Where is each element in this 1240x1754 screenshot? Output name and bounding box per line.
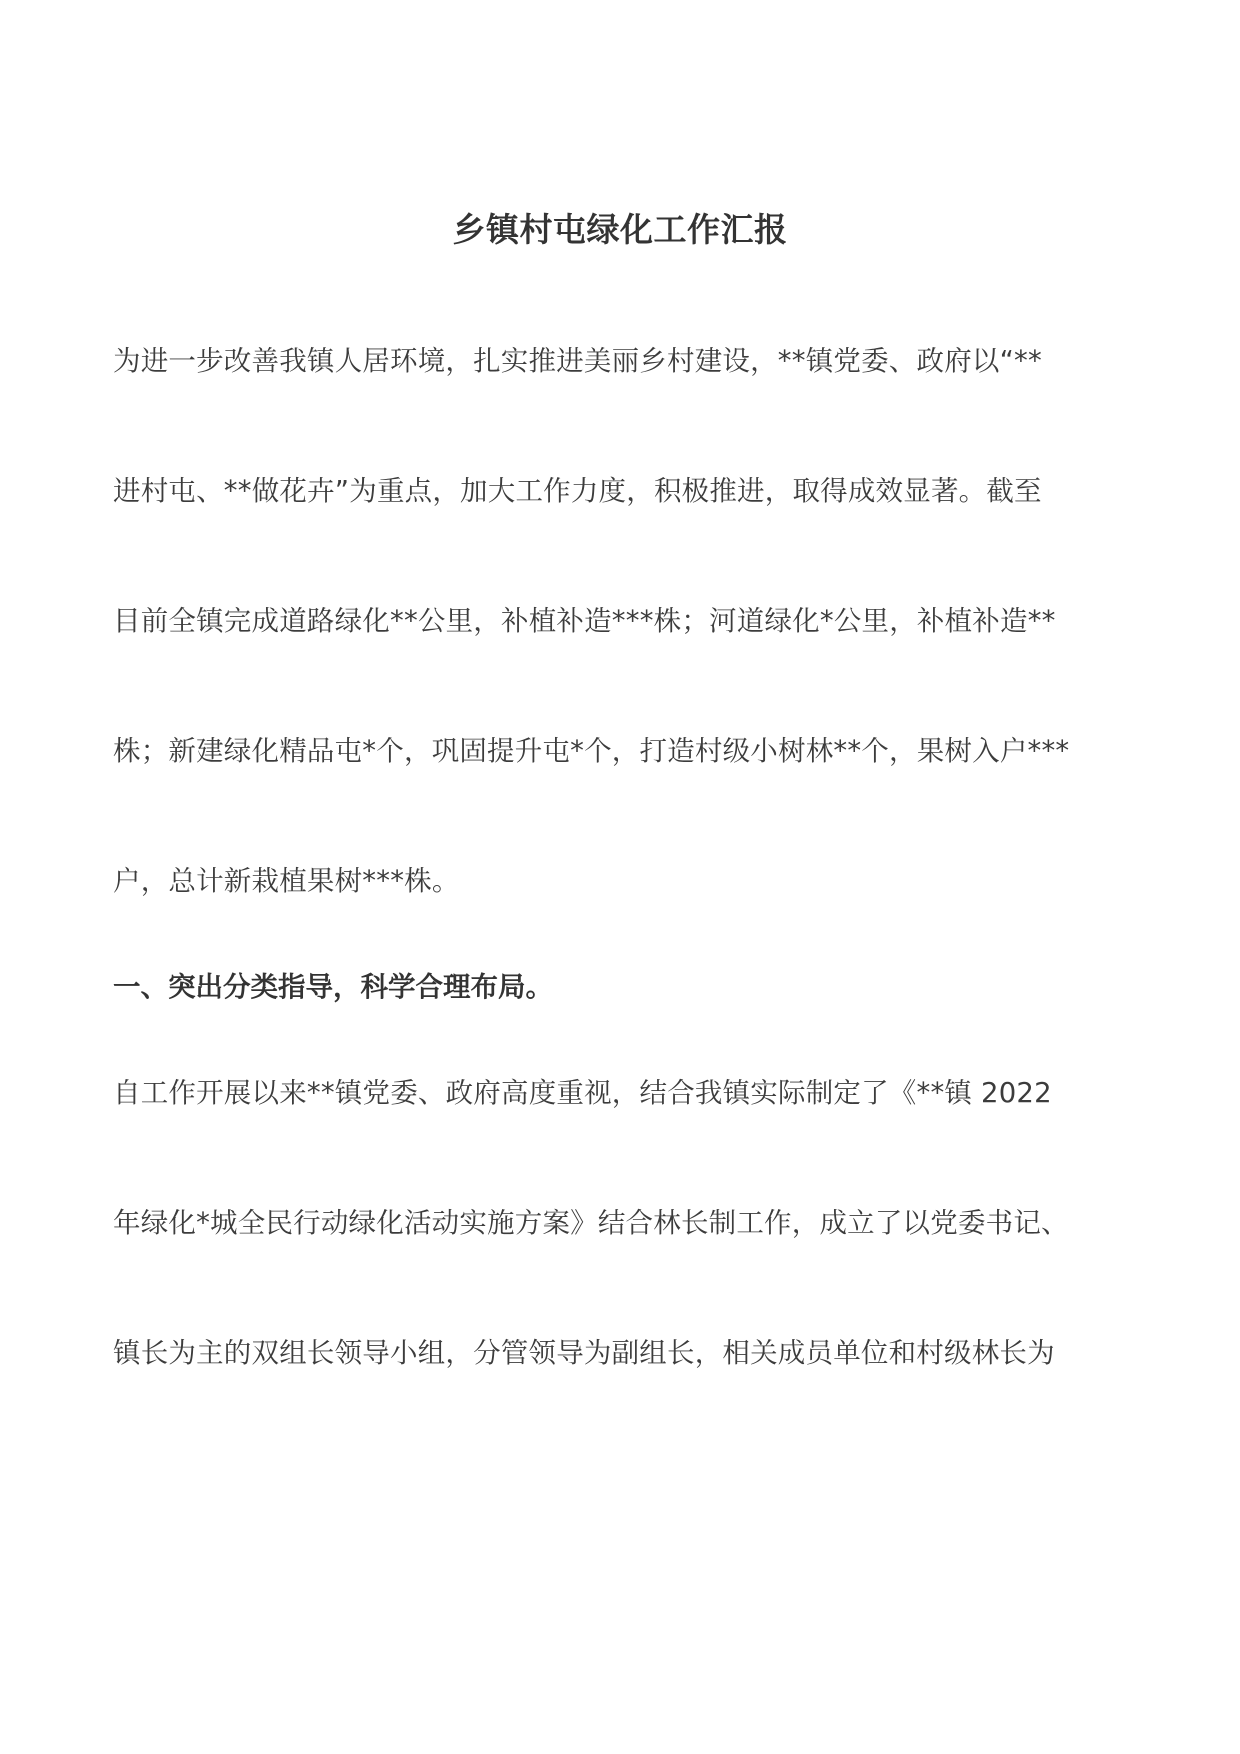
document-title: 乡镇村屯绿化工作汇报 bbox=[452, 210, 788, 249]
paragraph-2-line-1: 自工作开展以来**镇党委、政府高度重视，结合我镇实际制定了《**镇 2022 bbox=[113, 1077, 1052, 1109]
paragraph-1-line-5: 户，总计新栽植果树***株。 bbox=[113, 865, 460, 897]
paragraph-1-line-2: 进村屯、**做花卉”为重点，加大工作力度，积极推进，取得成效显著。截至 bbox=[113, 475, 1042, 507]
paragraph-2-line-2: 年绿化*城全民行动绿化活动实施方案》结合林长制工作，成立了以党委书记、 bbox=[113, 1207, 1069, 1239]
paragraph-1-line-1: 为进一步改善我镇人居环境，扎实推进美丽乡村建设，**镇党委、政府以“** bbox=[113, 345, 1042, 377]
paragraph-1-line-4: 株；新建绿化精品屯*个，巩固提升屯*个，打造村级小树林**个，果树入户*** bbox=[113, 735, 1070, 767]
section-1-heading: 一、突出分类指导，科学合理布局。 bbox=[113, 971, 553, 1003]
paragraph-2-line-3: 镇长为主的双组长领导小组，分管领导为副组长，相关成员单位和村级林长为 bbox=[113, 1337, 1055, 1369]
paragraph-1-line-3: 目前全镇完成道路绿化**公里，补植补造***株；河道绿化*公里，补植补造** bbox=[113, 605, 1056, 637]
